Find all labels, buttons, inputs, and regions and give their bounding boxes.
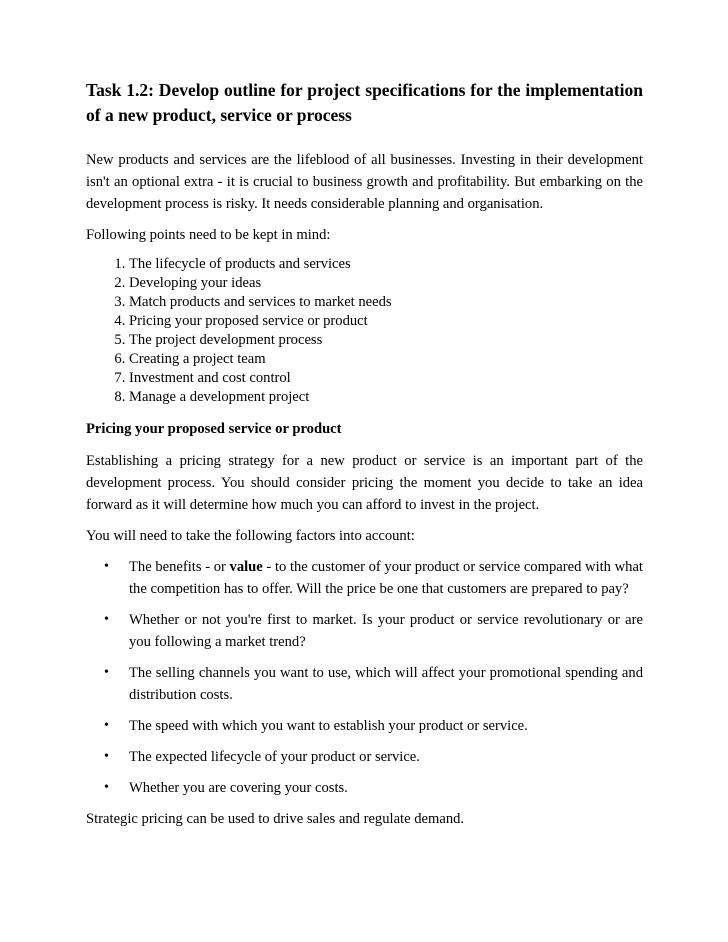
- list-item: [86, 609, 643, 653]
- list-item: 1. The lifecycle of products and services: [129, 255, 643, 274]
- document-title: Task 1.2: Develop outline for project specifications for the implementation of a new product, service or process: [86, 80, 643, 125]
- list-item: 4. Pricing your proposed service or product: [129, 312, 643, 331]
- closing-paragraph: Strategic pricing can be used to drive sales and regulate demand.: [86, 811, 465, 827]
- factor-text: The expected lifecycle of your product or service.: [129, 749, 420, 765]
- list-item: [86, 777, 643, 799]
- factors-list: [86, 556, 643, 799]
- factor-text-end: - to the customer of your product or service compared with what the competition has to offer. Will the price be one that customers are prepared to pay?: [129, 559, 643, 597]
- factor-text: Whether or not you're first to market. Is your product or service revolutionary or are you following a market trend?: [129, 612, 643, 650]
- factor-bold-term: value: [229, 559, 263, 575]
- factor-text: The selling channels you want to use, which will affect your promotional spending and distribution costs.: [129, 665, 643, 703]
- bullet-icon: •: [104, 612, 109, 627]
- intro-paragraph: New products and services are the lifeblood of all businesses. Investing in their development isn't an optional extra - it is crucial to business growth and profitability. But embarking on the development process is risky. It needs considerable planning and organisation.: [86, 152, 643, 212]
- list-item: [86, 556, 643, 600]
- list-item: [86, 746, 643, 768]
- bullet-icon: •: [104, 718, 109, 733]
- section-heading: Pricing your proposed service or product: [86, 421, 342, 437]
- list-item: 8. Manage a development project: [129, 388, 643, 407]
- bullet-icon: •: [104, 665, 109, 680]
- bullet-icon: •: [104, 749, 109, 764]
- list-item: 6. Creating a project team: [129, 350, 643, 369]
- list-item: 7. Investment and cost control: [129, 369, 643, 388]
- points-intro: Following points need to be kept in mind:: [86, 227, 331, 243]
- bullet-icon: •: [104, 559, 109, 574]
- section-paragraph: Establishing a pricing strategy for a new product or service is an important part of the development process. You should consider pricing the moment you decide to take an idea forward as it will determine how much you can afford to invest in the project.: [86, 453, 643, 513]
- list-item: 3. Match products and services to market needs: [129, 293, 643, 312]
- list-item: 5. The project development process: [129, 331, 643, 350]
- factor-text: The speed with which you want to establish your product or service.: [129, 718, 528, 734]
- list-item: [86, 715, 643, 737]
- bullet-icon: •: [104, 780, 109, 795]
- key-points-list: [86, 255, 643, 407]
- factor-text-start: The benefits - or: [129, 559, 230, 575]
- factors-intro: You will need to take the following factors into account:: [86, 528, 415, 544]
- list-item: 2. Developing your ideas: [129, 274, 643, 293]
- factor-text: Whether you are covering your costs.: [129, 780, 348, 796]
- list-item: [86, 662, 643, 706]
